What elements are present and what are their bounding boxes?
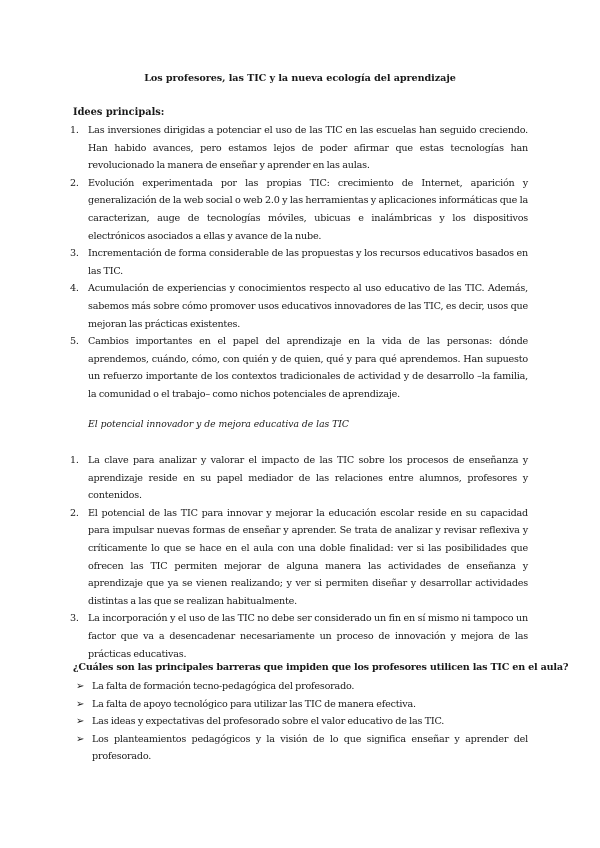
list-item-text: La falta de apoyo tecnológico para utilizar las TIC de manera efectiva.: [92, 698, 416, 710]
list-item-text: El potencial de las TIC para innovar y mejorar la educación escolar reside en su capacidad para impulsar nuevas formas de enseñar y aprender. Se trata de analizar y revisar reflexiva y críticamente lo que se hace en el aula con una doble finalidad: ver si las posibilidades que ofrecen las TIC permiten mejorar de alguna manera las actividades de enseñanza y aprendizaje que ya se vienen realizando; y ver si permiten diseñar y desarrollar actividades distintas a las que se realizan habitualmente.: [88, 507, 528, 607]
list-item-text: La incorporación y el uso de las TIC no debe ser considerado un fin en sí mismo ni tampoco un factor que va a desencadenar necesariamente un proceso de innovación y mejora de las prácticas educativas.: [88, 613, 528, 660]
arrow-bullet-icon: ➢: [76, 681, 85, 692]
list-number: 1.: [70, 455, 79, 466]
list-item-text: Acumulación de experiencias y conocimientos respecto al uso educativo de las TIC. Además, sabemos más sobre cómo promover usos educativos innovadores de las TIC, es decir, usos que mejoran las prácticas existentes.: [88, 283, 528, 330]
list-number: 3.: [70, 613, 79, 625]
list-item-text: Los planteamientos pedagógicos y la visión de lo que significa enseñar y aprender del profesorado.: [92, 733, 528, 763]
list-item-text: La falta de formación tecno-pedagógica del profesorado.: [92, 681, 355, 692]
list-item: [70, 122, 528, 175]
list-item: [70, 452, 528, 505]
list-item: [70, 280, 528, 333]
arrow-bullet-icon: ➢: [76, 733, 85, 745]
list-item: [70, 333, 528, 403]
list-item: [70, 245, 528, 280]
list-item: [76, 731, 528, 766]
main-ideas-heading: Idees principals:: [73, 107, 165, 118]
barriers-heading: ¿Cuáles son las principales barreras que impiden que los profesores utilicen las TIC en el aula?: [73, 662, 569, 673]
list-number: 5.: [70, 336, 79, 348]
list-number: 4.: [70, 283, 79, 295]
main-ideas-list: [70, 122, 528, 404]
arrow-bullet-icon: ➢: [76, 698, 85, 710]
list-item-text: Evolución experimentada por las propias TIC: crecimiento de Internet, aparición y generalización de la web social o web 2.0 y las herramientas y aplicaciones informáticas que la caracterizan, auge de tecnologías móviles, ubicuas e inalámbricas y los dispositivos electrónicos asociados a ellas y avance de la nube.: [88, 177, 528, 242]
list-item: [70, 175, 528, 245]
list-item-text: Incrementación de forma considerable de las propuestas y los recursos educativos basados en las TIC.: [88, 248, 528, 277]
list-number: 2.: [70, 507, 79, 519]
list-number: 1.: [70, 125, 79, 136]
list-item: [70, 505, 528, 611]
barriers-list: [76, 678, 528, 766]
potential-subheading: El potencial innovador y de mejora educativa de las TIC: [88, 419, 349, 430]
arrow-bullet-icon: ➢: [76, 716, 85, 728]
potential-list: [70, 452, 528, 663]
list-item: [70, 610, 528, 663]
list-item-text: La clave para analizar y valorar el impacto de las TIC sobre los procesos de enseñanza y aprendizaje reside en su papel mediador de las relaciones entre alumnos, profesores y contenidos.: [88, 455, 528, 502]
list-item-text: Las inversiones dirigidas a potenciar el uso de las TIC en las escuelas han seguido creciendo. Han habido avances, pero estamos lejos de poder afirmar que estas tecnologías han revolucionado la manera de enseñar y aprender en las aulas.: [88, 125, 528, 172]
list-item-text: Cambios importantes en el papel del aprendizaje en la vida de las personas: dónde aprendemos, cuándo, cómo, con quién y de quien, qué y para qué aprendemos. Han supuesto un refuerzo importante de los contextos tradicionales de actividad y de desarrollo –la familia, la comunidad o el trabajo– como nichos potenciales de aprendizaje.: [88, 336, 528, 400]
document-title: Los profesores, las TIC y la nueva ecología del aprendizaje: [144, 73, 456, 84]
list-number: 2.: [70, 177, 79, 189]
list-item-text: Las ideas y expectativas del profesorado sobre el valor educativo de las TIC.: [92, 716, 445, 728]
list-number: 3.: [70, 248, 79, 260]
list-item: [76, 713, 528, 731]
list-item: [76, 678, 528, 696]
list-item: [76, 696, 528, 714]
